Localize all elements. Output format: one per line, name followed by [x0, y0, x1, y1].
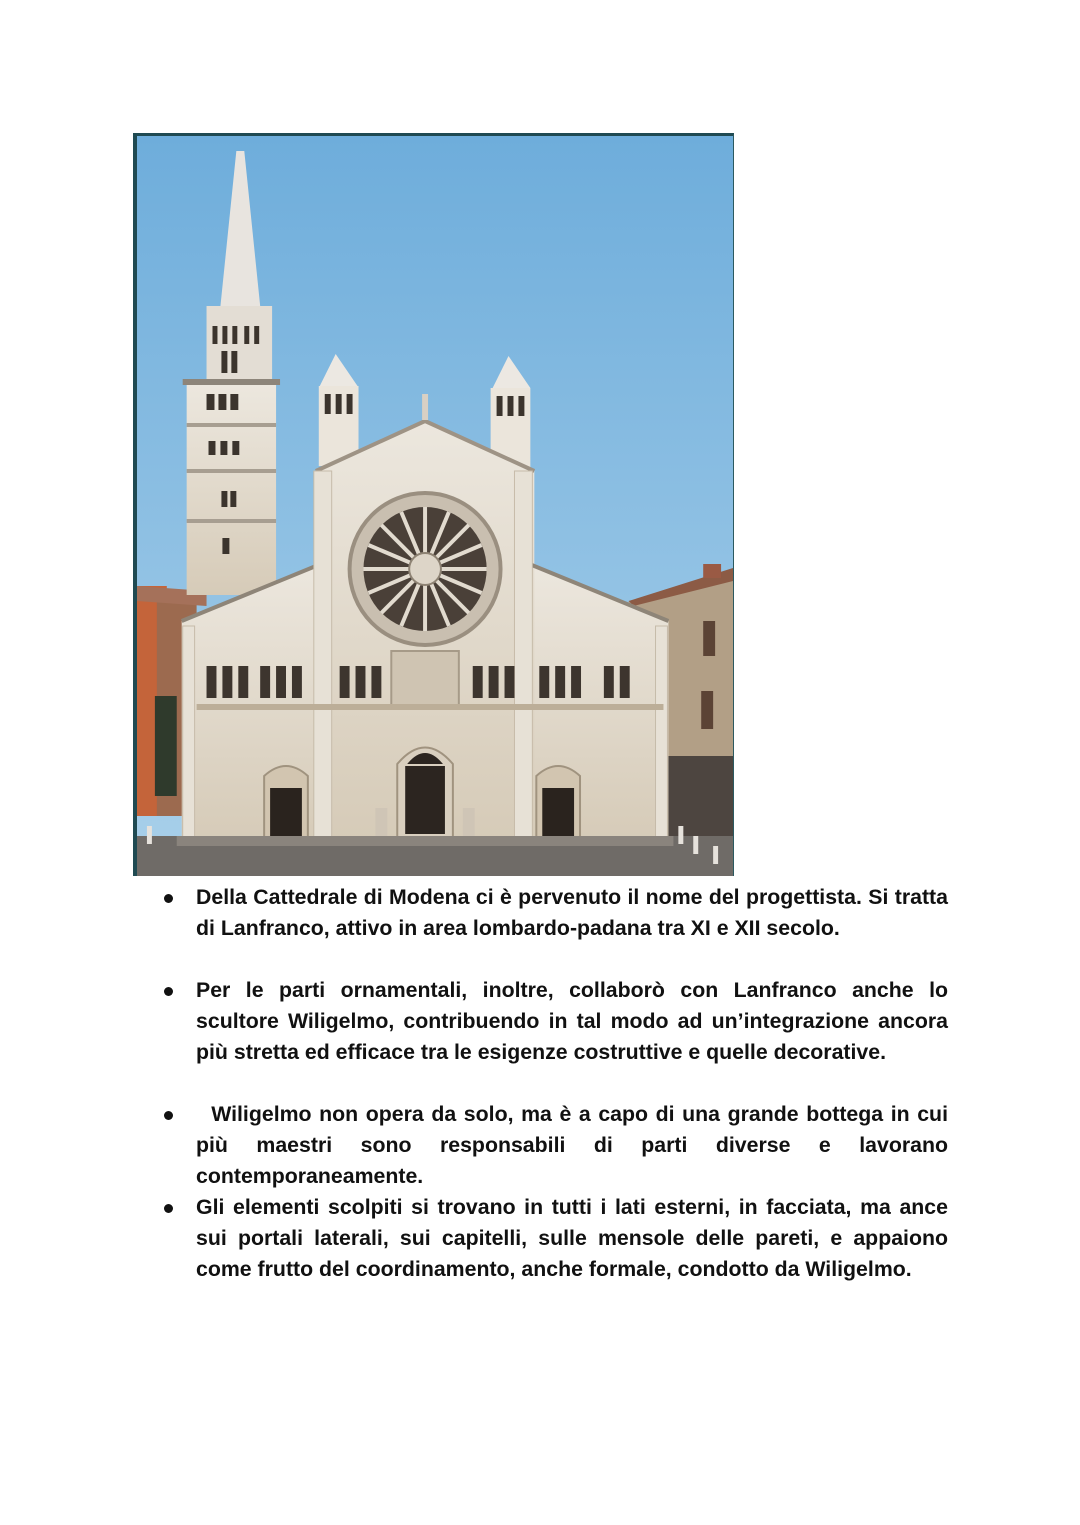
bullet-item [164, 1192, 948, 1285]
cathedral-illustration [137, 136, 733, 876]
bullet-item [164, 1099, 948, 1192]
bullet-list [164, 882, 948, 1285]
bullet-text: Wiligelmo non opera da solo, ma è a capo di una grande bottega in cui più maestri sono responsabili di parti diverse e lavorano contemporaneamente. [196, 1102, 948, 1188]
bullet-dot-icon [164, 1204, 173, 1213]
cathedral-photo [133, 133, 734, 876]
bullet-dot-icon [164, 987, 173, 996]
bullet-item [164, 882, 948, 944]
bullet-dot-icon [164, 894, 173, 903]
bullet-text: Per le parti ornamentali, inoltre, collaborò con Lanfranco anche lo scultore Wiligelmo, contribuendo in tal modo ad un’integrazione ancora più stretta ed efficace tra le esigenze costruttive e quelle decorative. [196, 978, 948, 1064]
bullet-text: Gli elementi scolpiti si trovano in tutti i lati esterni, in facciata, ma ance sui portali laterali, sui capitelli, sulle mensole delle pareti, e appaiono come frutto del coordinamento, anche formale, condotto da Wiligelmo. [196, 1195, 948, 1281]
bullet-item [164, 975, 948, 1068]
bullet-text: Della Cattedrale di Modena ci è pervenuto il nome del progettista. Si tratta di Lanfranco, attivo in area lombardo-padana tra XI e XII secolo. [196, 885, 948, 940]
bullet-dot-icon [164, 1111, 173, 1120]
